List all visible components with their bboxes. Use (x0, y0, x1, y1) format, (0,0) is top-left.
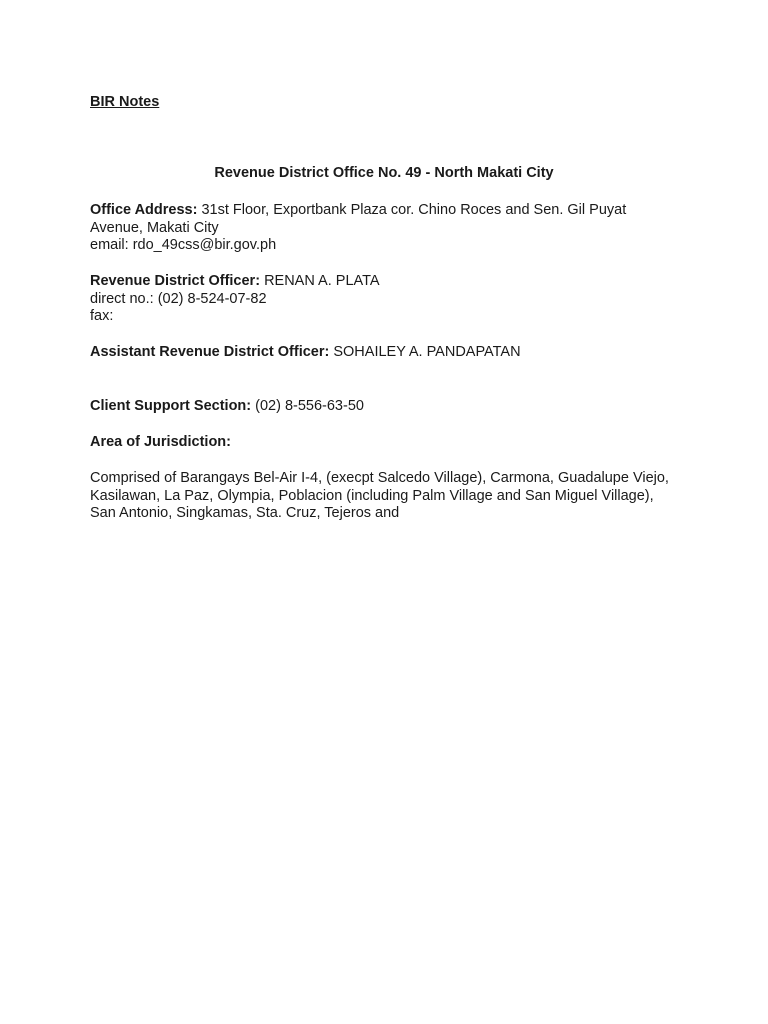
office-address-value: 31st Floor, Exportbank Plaza cor. Chino Roces and Sen. Gil Puyat Avenue, Makati City (90, 202, 627, 236)
rdo-name: RENAN A. PLATA (264, 273, 380, 289)
rdo-direct-number: direct no.: (02) 8-524-07-82 (90, 290, 267, 307)
ardo-block (90, 344, 680, 362)
jurisdiction-heading (90, 434, 680, 452)
rdo-block (90, 273, 680, 326)
rdo-fax: fax: (90, 308, 114, 324)
office-address-label: Office Address: (90, 202, 198, 218)
client-support-block (90, 398, 680, 416)
rdo-label: Revenue District Officer: (90, 273, 261, 289)
jurisdiction-label: Area of Jurisdiction: (90, 434, 231, 450)
ardo-label: Assistant Revenue District Officer: (90, 344, 330, 360)
office-email: email: rdo_49css@bir.gov.ph (90, 237, 277, 253)
client-support-label: Client Support Section: (90, 398, 252, 414)
ardo-name: SOHAILEY A. PANDAPATAN (333, 344, 521, 360)
office-address-block (90, 202, 680, 255)
client-support-number: (02) 8-556-63-50 (255, 398, 364, 414)
office-title: Revenue District Office No. 49 - North Makati City (214, 165, 554, 181)
document-heading: BIR Notes (90, 94, 160, 110)
jurisdiction-text: Comprised of Barangays Bel-Air I-4, (execpt Salcedo Village), Carmona, Guadalupe Viejo, Kasilawan, La Paz, Olympia, Poblacion (including Palm Village and San Miguel Village), San Antonio, Singkamas, Sta. Cruz, Tejeros and (90, 470, 669, 521)
